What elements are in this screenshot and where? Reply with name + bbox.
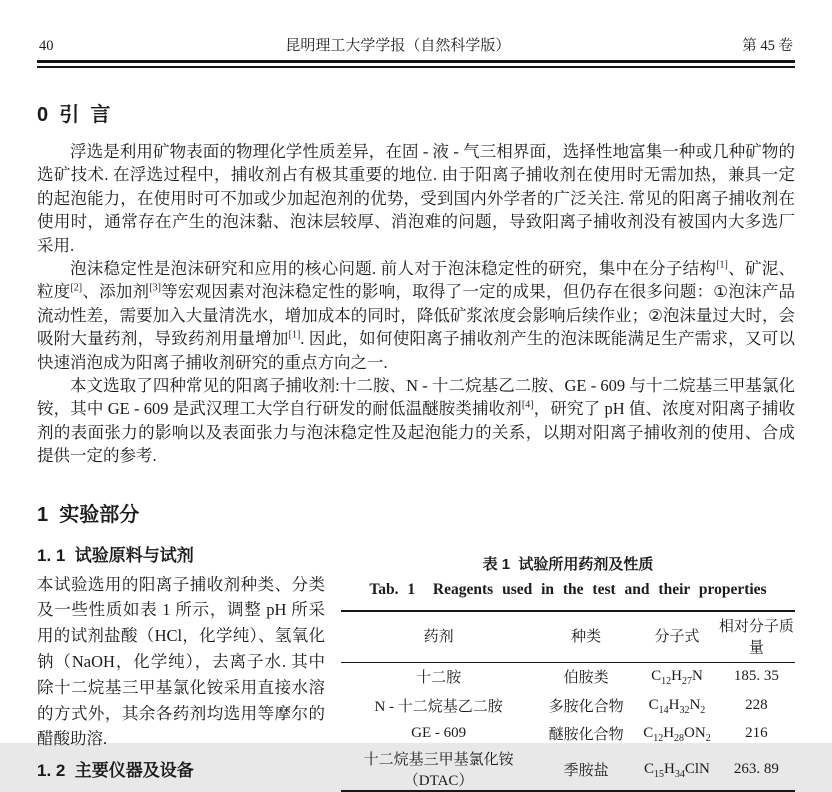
formula-sub: 28 [674, 733, 685, 745]
citation-ref: [1] [716, 259, 728, 271]
cell-formula [636, 720, 718, 749]
paragraph-text: . 因此，如何使阳离子捕收剂产生的泡沫既能满足生产需求，又可以快速消泡成为阳离子捕收剂研究的重点方向之一. [37, 329, 796, 372]
cell-reagent: 十二胺 [416, 670, 462, 687]
cell-molweight: 216 [745, 725, 768, 742]
paragraph-text: 泡沫稳定性是泡沫研究和应用的核心问题. 前人对于泡沫稳定性的研究，集中在分子结构 [70, 259, 717, 279]
table-row [341, 662, 795, 691]
intro-paragraph-3 [37, 374, 795, 468]
section-heading-experiment: 1 实验部分 [37, 503, 140, 526]
subsection-heading-1-1: 1. 1 试验原料与试剂 [37, 545, 194, 565]
formula-sub: 14 [658, 704, 669, 716]
cell-molweight: 263. 89 [733, 760, 779, 777]
table-row [341, 691, 795, 720]
materials-paragraph: 本试验选用的阳离子捕收剂种类、分类及一些性质如表 1 所示，调整 pH 所采用的试剂盐酸（HCl，化学纯）、氢氧化钠（NaOH，化学纯），去离子水. 其中除十二烷基三甲基氯化铵采用直接水溶的方式外，其余各药剂均选用等摩尔的醋酸助溶. [37, 574, 325, 749]
citation-ref: [2] [70, 282, 83, 294]
formula-part: H [668, 696, 680, 713]
formula-sub: 12 [653, 733, 664, 745]
citation-ref: [4] [521, 399, 534, 411]
formula-part: H [664, 760, 675, 777]
right-column [325, 541, 795, 792]
formula-part: C [643, 725, 654, 742]
cell-reagent: 十二烷基三甲基氯化铵（DTAC） [363, 752, 514, 790]
formula-part: H [663, 725, 675, 742]
formula-sub: 15 [654, 768, 665, 780]
cell-reagent: N - 十二烷基乙二胺 [374, 698, 503, 715]
col-header-molweight: 相对分子质量 [718, 618, 794, 656]
paragraph-text: 、矿泥、粒度 [37, 259, 796, 302]
formula-part: N [689, 696, 701, 713]
formula-part: H [671, 668, 682, 685]
col-header-type: 种类 [571, 629, 602, 646]
paragraph-text: ，研究了 pH 值、浓度对阳离子捕收剂的表面张力的影响以及表面张力与泡沫稳定性及起泡能力的关系，以期对阳离子捕收剂的使用、合成提供一定的参考. [37, 399, 795, 466]
table-row [341, 720, 795, 749]
formula-part: C [651, 668, 662, 685]
formula-part: C [644, 760, 655, 777]
table-title-en: Tab. 1 Reagents used in the test and their properties [369, 580, 767, 598]
col-header-reagent: 药剂 [423, 629, 454, 646]
two-column-zone [37, 541, 795, 792]
formula-part: ClN [684, 760, 710, 777]
formula-sub: 27 [681, 676, 692, 688]
formula-sub: 12 [661, 676, 672, 688]
cell-type: 伯胺类 [563, 670, 609, 687]
cell-molweight: 228 [745, 696, 768, 713]
citation-ref: [1] [288, 329, 301, 341]
paragraph-text: 本文选取了四种常见的阳离子捕收剂:十二胺、N - 十二烷基乙二胺、GE - 609 与十二烷基三甲基氯化铵，其中 GE - 609 是武汉理工大学自行研发的耐低温醚胺类捕收剂 [37, 376, 795, 419]
intro-paragraph-1 [37, 140, 795, 257]
paragraph-text: 、添加剂 [82, 282, 150, 302]
journal-title: 昆明理工大学学报（自然科学版） [285, 38, 511, 54]
col-header-formula: 分子式 [654, 629, 700, 646]
table-row [341, 748, 795, 791]
paragraph-text: 浮选是利用矿物表面的物理化学性质差异，在固 - 液 - 气三相界面，选择性地富集一种或几种矿物的选矿技术. 在浮选过程中，捕收剂占有极其重要的地位. 由于阳离子捕收剂在使用时无需加热，兼具一定的起泡能力，在使用时可不加或少加起泡剂的优势，受到国内外学者的广泛关注. 常见的阳离子捕收剂在使用时，通常存在产生的泡沫黏、泡沫层较厚、消泡难的问题，导致阳离子捕收剂没有被国内大多选厂采用. [37, 142, 795, 255]
reagents-table-head [341, 611, 795, 663]
table-title-cn: 表 1 试验所用药剂及性质 [482, 555, 654, 573]
cell-reagent: GE - 609 [411, 725, 467, 742]
cell-formula [636, 691, 718, 720]
formula-part: ON [684, 725, 706, 742]
volume-label: 第 45 卷 [742, 38, 793, 54]
cell-formula [636, 662, 718, 691]
citation-ref: [3] [149, 282, 161, 294]
cell-formula [636, 748, 718, 791]
table-header-row [341, 611, 795, 663]
page-number: 40 [39, 38, 54, 54]
formula-part: C [648, 696, 659, 713]
formula-part: N [691, 668, 703, 685]
cell-type: 醚胺化合物 [548, 727, 624, 744]
reagents-table [341, 610, 795, 792]
formula-sub: 2 [705, 733, 711, 745]
section-heading-intro: 0 引 言 [37, 104, 111, 126]
cell-type: 多胺化合物 [548, 698, 624, 715]
reagents-table-body [341, 662, 795, 791]
subsection-heading-1-2: 1. 2 主要仪器及设备 [37, 761, 194, 781]
formula-sub: 34 [674, 768, 685, 780]
cell-molweight: 185. 35 [733, 668, 779, 685]
formula-sub: 32 [679, 704, 690, 716]
cell-type: 季胺盐 [563, 762, 609, 779]
formula-sub: 2 [700, 704, 706, 716]
paragraph-text: 等宏观因素对泡沫稳定性的影响，取得了一定的成果，但仍存在很多问题：①泡沫产品流动性差，需要加入大量清洗水，增加成本的同时，降低矿浆浓度会影响后续作业；②泡沫量过大时，会吸附大量药剂，导致药剂用量增加 [37, 282, 796, 349]
header-divider [37, 60, 795, 68]
intro-paragraph-2 [37, 257, 795, 374]
left-column [37, 541, 325, 792]
running-head [37, 34, 795, 60]
